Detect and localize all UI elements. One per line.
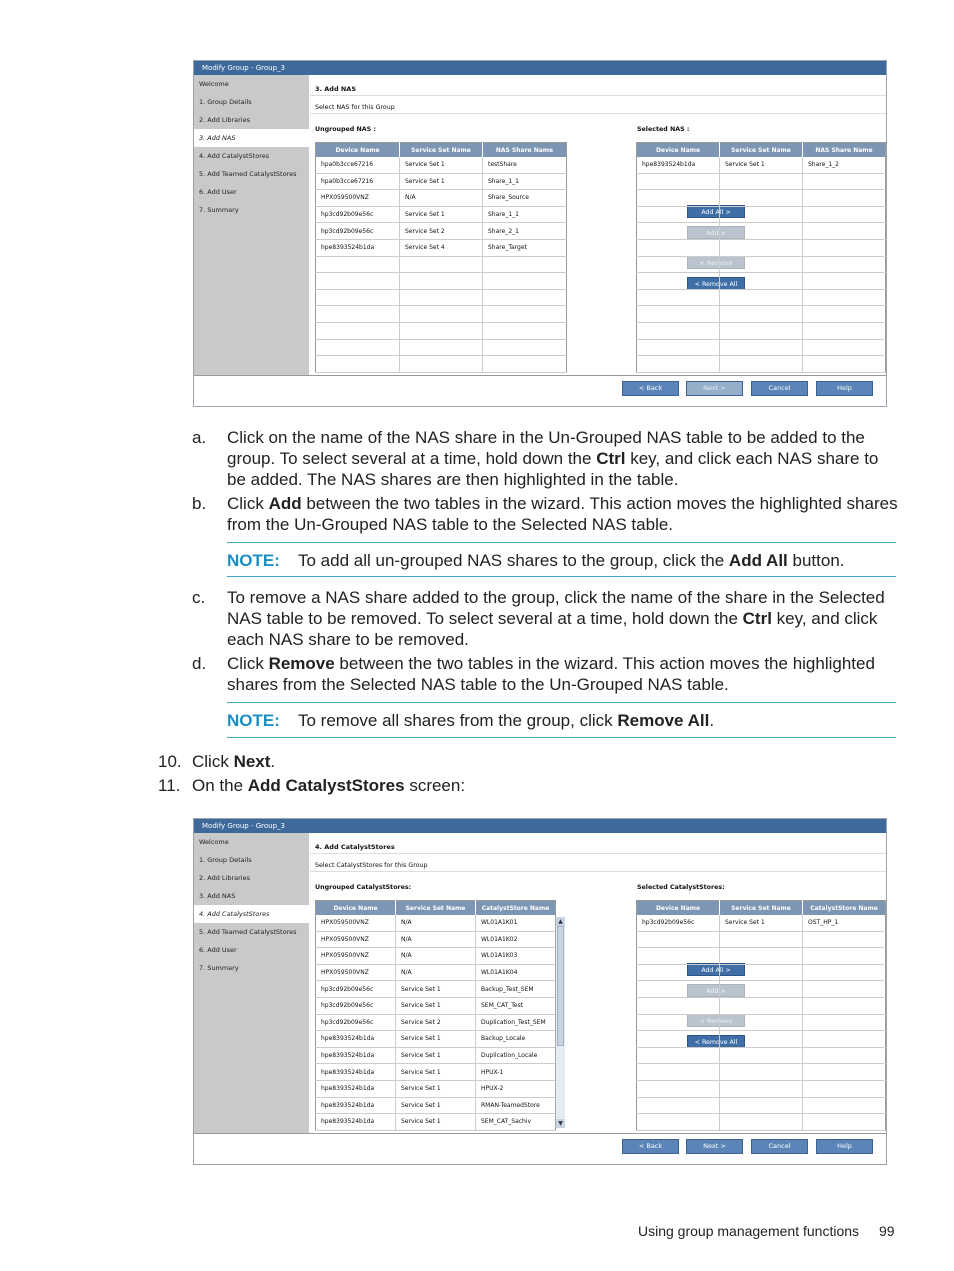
back-button[interactable]: < Back	[622, 381, 679, 396]
note-label: NOTE:	[227, 551, 280, 570]
empty-row	[637, 206, 886, 223]
empty-row	[637, 964, 886, 981]
nav-add-nas[interactable]: 3. Add NAS	[199, 892, 236, 900]
ungrouped-nas-table	[315, 142, 567, 373]
selected-nas-label: Selected NAS :	[637, 126, 690, 133]
note-rule	[227, 542, 896, 543]
footer-section-title: Using group management functions	[638, 1223, 860, 1239]
note-rule	[227, 737, 896, 738]
empty-row	[637, 1064, 886, 1081]
step-11-label: 11.	[158, 776, 181, 795]
empty-row	[637, 322, 886, 339]
step-a-line-1: Click on the name of the NAS share in the Un-Grouped NAS table to be added to the	[227, 428, 865, 447]
help-button[interactable]: Help	[816, 381, 873, 396]
empty-row	[637, 173, 886, 190]
table-row[interactable]: hpe8393524b1da Service Set 1 SEM_CAT_Sachiv	[316, 1114, 556, 1131]
column-header[interactable]: Device Name	[316, 143, 400, 158]
nav-summary[interactable]: 7. Summary	[199, 206, 239, 214]
step-c-line-2: NAS table to be removed. To select several at a time, hold down the Ctrl key, and click	[227, 609, 878, 628]
cancel-button[interactable]: Cancel	[751, 1139, 808, 1154]
nav-add-teamed-catalyststores[interactable]: 5. Add Teamed CatalystStores	[199, 928, 297, 936]
empty-row	[637, 997, 886, 1014]
table-row[interactable]: hpe8393524b1da Service Set 1 HPUX-2	[316, 1080, 556, 1097]
note-remove-all-text: To remove all shares from the group, click Remove All.	[298, 711, 715, 730]
empty-row	[637, 981, 886, 998]
empty-row	[637, 339, 886, 356]
wizard-nav	[194, 833, 309, 1133]
note-add-all-text: To add all un-grouped NAS shares to the group, click the Add All button.	[298, 551, 845, 570]
step-d-label: d.	[192, 654, 207, 673]
empty-row	[637, 1031, 886, 1048]
table-row[interactable]: hp3cd92b09e56c Service Set 2 Share_2_1	[316, 223, 567, 240]
table-row[interactable]: hpe8393524b1da Service Set 1 RMAN-TeamedStore	[316, 1097, 556, 1114]
add-all-button[interactable]: Add All >	[687, 205, 745, 218]
column-header[interactable]: CatalystStore Name	[803, 901, 886, 916]
step-a-line-2: group. To select several at a time, hold down the Ctrl key, and click each NAS share to	[227, 449, 879, 468]
remove-all-button[interactable]: < Remove All	[687, 1035, 745, 1048]
step-a-line-3: be added. The NAS shares are then highlighted in the table.	[227, 470, 679, 489]
column-header[interactable]: NAS Share Name	[803, 143, 886, 158]
nav-welcome[interactable]: Welcome	[199, 838, 229, 846]
table-row[interactable]: hp3cd92b09e56c Service Set 1 Backup_Test_SEM	[316, 981, 556, 998]
wizard-content	[310, 833, 886, 1133]
empty-row	[316, 256, 567, 273]
step-c-line-3: each NAS share to be removed.	[227, 630, 469, 649]
selected-nas-table	[636, 142, 886, 373]
table-row[interactable]: hpe8393524b1da Service Set 1 HPUX-1	[316, 1064, 556, 1081]
empty-row	[637, 223, 886, 240]
remove-button[interactable]: < Remove	[687, 256, 745, 269]
column-header[interactable]: Service Set Name	[720, 901, 803, 916]
column-header[interactable]: Service Set Name	[396, 901, 476, 916]
step-subheading: Select NAS for this Group	[315, 104, 395, 111]
table-row[interactable]: HPX059500VNZ N/A WL01A1K04	[316, 964, 556, 981]
note-rule	[227, 576, 896, 577]
empty-row	[637, 948, 886, 965]
scroll-down-icon[interactable]: ▼	[556, 1119, 565, 1128]
remove-button[interactable]: < Remove	[687, 1014, 745, 1027]
step-d-line-1: Click Remove between the two tables in the wizard. This action moves the highlighted	[227, 654, 875, 673]
table-row[interactable]: hp3cd92b09e56c Service Set 2 Duplication_Test_SEM	[316, 1014, 556, 1031]
empty-row	[637, 1097, 886, 1114]
step-c-line-1: To remove a NAS share added to the group, click the name of the share in the Selected	[227, 588, 885, 607]
add-nas-wizard-screenshot	[193, 60, 887, 407]
empty-row	[316, 306, 567, 323]
table-row[interactable]: hpa0b3cce67216 Service Set 1 Share_1_1	[316, 173, 567, 190]
empty-row	[637, 256, 886, 273]
step-b-line-2: from the Un-Grouped NAS table to the Selected NAS table.	[227, 515, 674, 534]
wizard-footer	[194, 1133, 886, 1165]
empty-row	[637, 356, 886, 373]
step-10-label: 10.	[158, 752, 182, 771]
nav-add-libraries[interactable]: 2. Add Libraries	[199, 874, 250, 882]
step-heading: 3. Add NAS	[315, 85, 357, 93]
ungrouped-catalyststores-label: Ungrouped CatalystStores:	[315, 884, 412, 891]
column-header[interactable]: NAS Share Name	[483, 143, 567, 158]
nav-summary[interactable]: 7. Summary	[199, 964, 239, 972]
empty-row	[316, 289, 567, 306]
column-header[interactable]: Service Set Name	[720, 143, 803, 158]
wizard-footer	[194, 375, 886, 407]
step-10-text: Click Next.	[192, 752, 276, 771]
nav-add-libraries[interactable]: 2. Add Libraries	[199, 116, 250, 124]
step-d-line-2: shares from the Selected NAS table to the Un-Grouped NAS table.	[227, 675, 729, 694]
wizard-content	[310, 75, 886, 375]
table-row[interactable]: HPX059500VNZ N/A Share_Source	[316, 190, 567, 207]
empty-row	[637, 1114, 886, 1131]
step-heading: 4. Add CatalystStores	[315, 843, 395, 851]
nav-add-catalyststores[interactable]: 4. Add CatalystStores	[194, 905, 309, 923]
ungrouped-nas-label: Ungrouped NAS :	[315, 126, 376, 133]
add-all-button[interactable]: Add All >	[687, 963, 745, 976]
selected-catalyststores-table	[636, 900, 886, 1131]
nav-group-details[interactable]: 1. Group Details	[199, 98, 252, 106]
nav-welcome[interactable]: Welcome	[199, 80, 229, 88]
step-b-line-1: Click Add between the two tables in the wizard. This action moves the highlighted shares	[227, 494, 898, 513]
table-row[interactable]: hp3cd92b09e56c Service Set 1 OST_HP_1	[637, 915, 886, 931]
empty-row	[316, 339, 567, 356]
add-button[interactable]: Add >	[687, 226, 745, 239]
ungrouped-catalyststores-table	[315, 900, 556, 1131]
column-header[interactable]: Device Name	[637, 901, 720, 916]
add-catalyststores-wizard-screenshot	[193, 818, 887, 1165]
empty-row	[316, 273, 567, 290]
empty-row	[637, 239, 886, 256]
empty-row	[637, 1047, 886, 1064]
empty-row	[316, 322, 567, 339]
wizard-nav	[194, 75, 309, 375]
next-button[interactable]: Next >	[686, 381, 743, 396]
scroll-thumb[interactable]	[557, 926, 564, 1046]
note-label: NOTE:	[227, 711, 280, 730]
empty-row	[637, 931, 886, 948]
empty-row	[637, 306, 886, 323]
empty-row	[637, 273, 886, 290]
nav-add-teamed-catalyststores[interactable]: 5. Add Teamed CatalystStores	[199, 170, 297, 178]
note-rule	[227, 702, 896, 703]
table-row[interactable]: HPX059500VNZ N/A WL01A1K03	[316, 948, 556, 965]
empty-row	[637, 1080, 886, 1097]
next-button[interactable]: Next >	[686, 1139, 743, 1154]
step-a-label: a.	[192, 428, 207, 447]
cancel-button[interactable]: Cancel	[751, 381, 808, 396]
table-row[interactable]: HPX059500VNZ N/A WL01A1K01	[316, 915, 556, 931]
back-button[interactable]: < Back	[622, 1139, 679, 1154]
step-c-label: c.	[192, 588, 206, 607]
nav-add-catalyststores[interactable]: 4. Add CatalystStores	[199, 152, 270, 160]
table-row[interactable]: hpe8393524b1da Service Set 1 Backup_Locale	[316, 1031, 556, 1048]
column-header[interactable]: CatalystStore Name	[476, 901, 556, 916]
help-button[interactable]: Help	[816, 1139, 873, 1154]
step-b-label: b.	[192, 494, 207, 513]
column-header[interactable]: Device Name	[316, 901, 396, 916]
step-subheading: Select CatalystStores for this Group	[315, 862, 428, 869]
table-row[interactable]: hp3cd92b09e56c Service Set 1 SEM_CAT_Test	[316, 997, 556, 1014]
step-11-text: On the Add CatalystStores screen:	[192, 776, 466, 795]
wizard-title: Modify Group - Group_3	[194, 61, 886, 75]
table-row[interactable]: hpe8393524b1da Service Set 1 Share_1_2	[637, 157, 886, 173]
table-row[interactable]: hpe8393524b1da Service Set 4 Share_Target	[316, 239, 567, 256]
table-scrollbar[interactable]	[555, 917, 565, 1128]
page-number: 99	[879, 1223, 895, 1239]
empty-row	[637, 289, 886, 306]
scroll-up-icon[interactable]: ▲	[556, 917, 565, 926]
empty-row	[637, 190, 886, 207]
nav-group-details[interactable]: 1. Group Details	[199, 856, 252, 864]
table-row[interactable]: hpe8393524b1da Service Set 1 Duplication_Locale	[316, 1047, 556, 1064]
wizard-title: Modify Group - Group_3	[194, 819, 886, 833]
table-row[interactable]: HPX059500VNZ N/A WL01A1K02	[316, 931, 556, 948]
empty-row	[316, 356, 567, 373]
table-row[interactable]: hp3cd92b09e56c Service Set 1 Share_1_1	[316, 206, 567, 223]
nav-add-nas[interactable]: 3. Add NAS	[194, 129, 309, 147]
empty-row	[637, 1014, 886, 1031]
selected-catalyststores-label: Selected CatalystStores:	[637, 884, 725, 891]
nav-add-user[interactable]: 6. Add User	[199, 946, 237, 954]
table-row[interactable]: hpa0b3cce67216 Service Set 1 testShare	[316, 157, 567, 173]
add-button[interactable]: Add >	[687, 984, 745, 997]
column-header[interactable]: Device Name	[637, 143, 720, 158]
remove-all-button[interactable]: < Remove All	[687, 277, 745, 290]
nav-add-user[interactable]: 6. Add User	[199, 188, 237, 196]
column-header[interactable]: Service Set Name	[400, 143, 483, 158]
